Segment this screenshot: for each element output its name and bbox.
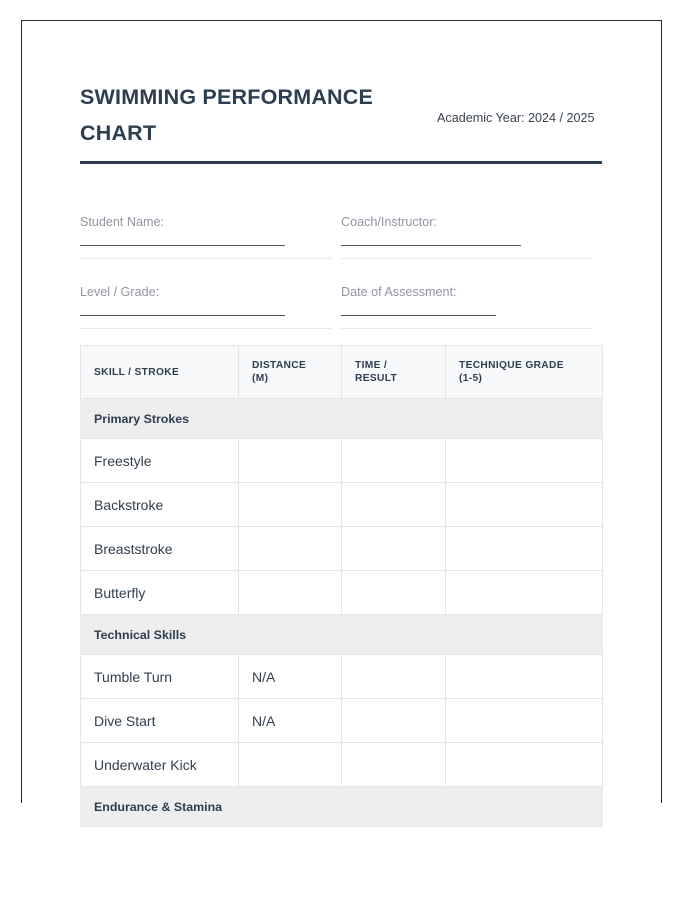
field-coach-instructor[interactable]: [341, 193, 602, 263]
cell-time[interactable]: [342, 655, 446, 699]
cell-skill: Tumble Turn: [81, 655, 239, 699]
table-row: [81, 699, 603, 743]
field-line-coach-instructor: [341, 245, 602, 263]
column-header-text-line1: DISTANCE: [252, 360, 307, 371]
cell-distance[interactable]: [239, 743, 342, 787]
field-label-date-of-assessment: Date of Assessment:: [341, 285, 457, 299]
cell-skill: Butterfly: [81, 571, 239, 615]
field-line-date-of-assessment: [341, 315, 602, 333]
field-fill-line: [341, 315, 496, 316]
form-fields-grid: [80, 193, 602, 333]
section-label: Endurance & Stamina: [81, 787, 603, 827]
field-line-level-grade: [80, 315, 341, 333]
field-fill-line: [80, 315, 285, 316]
document-page: [21, 20, 662, 814]
cell-time[interactable]: [342, 699, 446, 743]
cell-grade[interactable]: [446, 439, 603, 483]
cell-time[interactable]: [342, 439, 446, 483]
cell-grade[interactable]: [446, 655, 603, 699]
column-header-text-line2: RESULT: [355, 373, 398, 384]
table-row: [81, 483, 603, 527]
document-header: [80, 79, 602, 151]
page-title: SWIMMING PERFORMANCE CHART: [80, 85, 374, 145]
form-row-2: [80, 263, 602, 333]
table-row: [81, 743, 603, 787]
field-student-name[interactable]: [80, 193, 341, 263]
column-header-text-line2: (M): [252, 373, 269, 384]
cell-distance[interactable]: [239, 527, 342, 571]
section-label: Primary Strokes: [81, 399, 603, 439]
meta-block: [437, 79, 602, 129]
table-row: [81, 439, 603, 483]
cell-time[interactable]: [342, 743, 446, 787]
cell-grade[interactable]: [446, 571, 603, 615]
field-separator-line: [341, 328, 593, 329]
field-level-grade[interactable]: [80, 263, 341, 333]
header-divider: [80, 161, 602, 164]
cell-skill: Freestyle: [81, 439, 239, 483]
cell-time[interactable]: [342, 483, 446, 527]
skill-assessment-table: [80, 345, 603, 827]
field-fill-line: [80, 245, 285, 246]
cell-skill: Backstroke: [81, 483, 239, 527]
cell-distance[interactable]: [239, 571, 342, 615]
field-label-coach-instructor: Coach/Instructor:: [341, 215, 437, 229]
cell-grade[interactable]: [446, 699, 603, 743]
section-label: Technical Skills: [81, 615, 603, 655]
table-row: [81, 571, 603, 615]
form-row-1: [80, 193, 602, 263]
title-block: [80, 79, 410, 151]
cell-skill: Breaststroke: [81, 527, 239, 571]
field-fill-line: [341, 245, 521, 246]
field-separator-line: [341, 258, 593, 259]
cell-grade[interactable]: [446, 483, 603, 527]
cell-distance[interactable]: [239, 439, 342, 483]
table-header-row: [81, 346, 603, 399]
field-separator-line: [80, 258, 332, 259]
cell-skill: Underwater Kick: [81, 743, 239, 787]
cell-grade[interactable]: [446, 743, 603, 787]
cell-time[interactable]: [342, 571, 446, 615]
column-header-text-line1: TECHNIQUE GRADE: [459, 360, 564, 371]
section-row-primary-strokes: [81, 399, 603, 439]
document-page-content: [22, 21, 661, 814]
section-row-technical-skills: [81, 615, 603, 655]
field-label-level-grade: Level / Grade:: [80, 285, 160, 299]
field-line-student-name: [80, 245, 341, 263]
column-header-skill-stroke: [81, 346, 239, 399]
column-header-text-line1: TIME /: [355, 360, 388, 371]
cell-distance[interactable]: N/A: [239, 699, 342, 743]
column-header-distance: [239, 346, 342, 399]
field-label-student-name: Student Name:: [80, 215, 165, 229]
field-separator-line: [80, 328, 332, 329]
academic-year-label: Academic Year: 2024 / 2025: [437, 111, 595, 125]
cell-grade[interactable]: [446, 527, 603, 571]
field-date-of-assessment[interactable]: [341, 263, 602, 333]
cell-distance[interactable]: N/A: [239, 655, 342, 699]
table-head: [81, 346, 603, 399]
cell-time[interactable]: [342, 527, 446, 571]
table-row: [81, 527, 603, 571]
column-header-time-result: [342, 346, 446, 399]
column-header-text: SKILL / STROKE: [94, 366, 180, 378]
cell-skill: Dive Start: [81, 699, 239, 743]
table-body: [81, 399, 603, 827]
column-header-technique-grade: [446, 346, 603, 399]
column-header-text-line2: (1-5): [459, 373, 483, 384]
table-row: [81, 655, 603, 699]
section-row-endurance-stamina: [81, 787, 603, 827]
cell-distance[interactable]: [239, 483, 342, 527]
